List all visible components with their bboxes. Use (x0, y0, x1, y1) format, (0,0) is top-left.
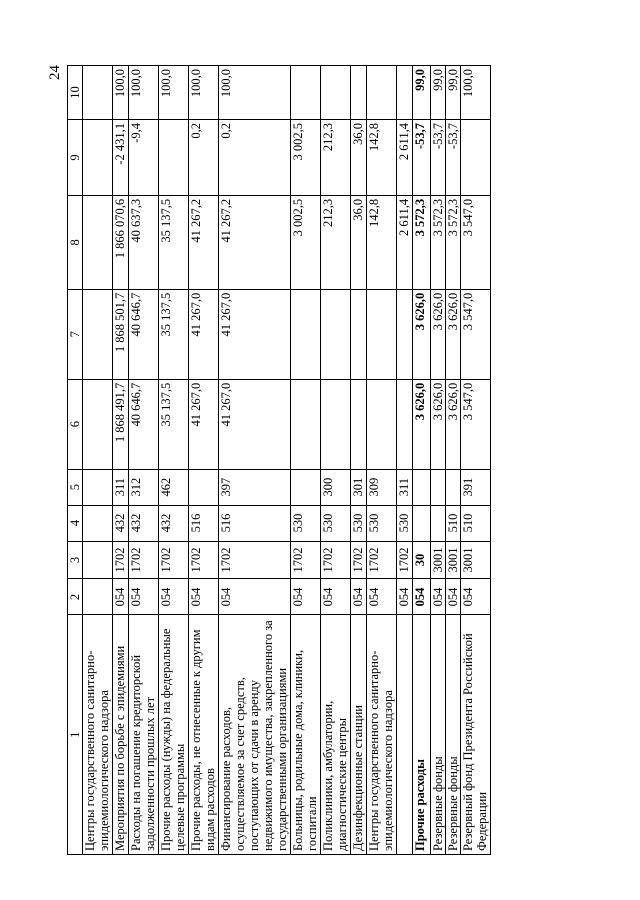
cell-c4: 510 (446, 505, 461, 541)
cell-c8: 212,3 (321, 195, 351, 289)
cell-c9: -53,7 (446, 120, 461, 196)
table-row (83, 66, 113, 855)
cell-c2: 054 (431, 579, 446, 615)
header-cell: 10 (68, 66, 83, 120)
row-label: Финансирование расходов, осуществляемое за счет средств, поступающих от сдачи в аренду недвижимого имущества, закрепленного за государственными организациями (219, 615, 291, 855)
cell-c2: 054 (446, 579, 461, 615)
cell-c10: 99,0 (431, 66, 446, 120)
cell-c7 (321, 289, 351, 379)
cell-c3: 1702 (159, 541, 189, 579)
cell-c10: 100,0 (113, 66, 129, 120)
header-cell: 5 (68, 469, 83, 505)
cell-c5: 391 (461, 469, 491, 505)
cell-c2: 054 (397, 579, 413, 615)
cell-c5: 311 (397, 469, 413, 505)
cell-c6 (83, 379, 113, 469)
row-label: Прочие расходы (413, 615, 431, 855)
cell-c3: 30 (413, 541, 431, 579)
cell-c7: 3 626,0 (431, 289, 446, 379)
header-row (68, 66, 83, 855)
cell-c3: 1702 (189, 541, 219, 579)
cell-c6: 3 626,0 (446, 379, 461, 469)
cell-c9: 0,2 (219, 120, 291, 196)
cell-c8: 142,8 (367, 195, 397, 289)
table-row (367, 66, 397, 855)
table-row (431, 66, 446, 855)
cell-c3: 1702 (351, 541, 367, 579)
budget-table (67, 65, 491, 855)
cell-c6 (291, 379, 321, 469)
page-number: 24 (47, 65, 63, 80)
cell-c10: 100,0 (129, 66, 159, 120)
cell-c3: 3001 (461, 541, 491, 579)
cell-c3: 3001 (446, 541, 461, 579)
cell-c2: 054 (321, 579, 351, 615)
cell-c10 (367, 66, 397, 120)
cell-c4: 510 (461, 505, 491, 541)
header-cell: 3 (68, 541, 83, 579)
cell-c3: 1702 (367, 541, 397, 579)
cell-c9 (461, 120, 491, 196)
row-label: Центры государственного санитарно-эпидемиологического надзора (83, 615, 113, 855)
row-label: Поликлиники, амбулатории, диагностические центры (321, 615, 351, 855)
cell-c2: 054 (113, 579, 129, 615)
cell-c6: 41 267,0 (189, 379, 219, 469)
cell-c4: 432 (113, 505, 129, 541)
cell-c7: 40 646,7 (129, 289, 159, 379)
cell-c7: 3 547,0 (461, 289, 491, 379)
header-cell: 7 (68, 289, 83, 379)
cell-c4: 530 (291, 505, 321, 541)
cell-c10: 100,0 (461, 66, 491, 120)
cell-c3: 1702 (321, 541, 351, 579)
header-cell: 1 (68, 615, 83, 855)
cell-c4 (431, 505, 446, 541)
cell-c6: 3 547,0 (461, 379, 491, 469)
cell-c9 (83, 120, 113, 196)
cell-c5 (446, 469, 461, 505)
header-cell: 9 (68, 120, 83, 196)
cell-c10 (291, 66, 321, 120)
cell-c5 (431, 469, 446, 505)
cell-c9: 2 611,4 (397, 120, 413, 196)
cell-c5: 462 (159, 469, 189, 505)
cell-c5 (189, 469, 219, 505)
cell-c9: -53,7 (413, 120, 431, 196)
row-label: Резервные фонды (431, 615, 446, 855)
cell-c4: 530 (397, 505, 413, 541)
cell-c4 (83, 505, 113, 541)
cell-c2: 054 (461, 579, 491, 615)
cell-c10: 99,0 (446, 66, 461, 120)
table-row (219, 66, 291, 855)
cell-c6 (321, 379, 351, 469)
cell-c6: 41 267,0 (219, 379, 291, 469)
row-label: Больницы, родильные дома, клиники, госпитали (291, 615, 321, 855)
cell-c9: 212,3 (321, 120, 351, 196)
cell-c8: 36,0 (351, 195, 367, 289)
cell-c8: 3 572,3 (431, 195, 446, 289)
cell-c5: 301 (351, 469, 367, 505)
cell-c6 (351, 379, 367, 469)
cell-c5: 312 (129, 469, 159, 505)
cell-c9: -2 431,1 (113, 120, 129, 196)
cell-c9: -9,4 (129, 120, 159, 196)
cell-c6: 3 626,0 (413, 379, 431, 469)
table-body (83, 66, 491, 855)
cell-c3 (83, 541, 113, 579)
cell-c10 (351, 66, 367, 120)
rotated-document-page (47, 65, 507, 855)
cell-c5: 311 (113, 469, 129, 505)
cell-c8: 3 002,5 (291, 195, 321, 289)
cell-c7: 1 868 501,7 (113, 289, 129, 379)
cell-c2: 054 (219, 579, 291, 615)
cell-c7 (367, 289, 397, 379)
cell-c9: -53,7 (431, 120, 446, 196)
row-label: Мероприятия по борьбе с эпидемиями (113, 615, 129, 855)
table-row (113, 66, 129, 855)
cell-c8: 40 637,3 (129, 195, 159, 289)
table-row (129, 66, 159, 855)
cell-c3: 1702 (291, 541, 321, 579)
cell-c4: 432 (129, 505, 159, 541)
cell-c2: 054 (413, 579, 431, 615)
cell-c10 (83, 66, 113, 120)
cell-c4: 516 (189, 505, 219, 541)
cell-c10 (397, 66, 413, 120)
cell-c6: 35 137,5 (159, 379, 189, 469)
row-label: Дезинфекционные станции (351, 615, 367, 855)
cell-c4: 516 (219, 505, 291, 541)
cell-c8: 1 866 070,6 (113, 195, 129, 289)
cell-c8: 2 611,4 (397, 195, 413, 289)
cell-c10: 100,0 (189, 66, 219, 120)
row-label: Прочие расходы (нужды) на федеральные целевые программы (159, 615, 189, 855)
cell-c3: 1702 (397, 541, 413, 579)
table-row (397, 66, 413, 855)
cell-c5 (413, 469, 431, 505)
cell-c10: 99,0 (413, 66, 431, 120)
cell-c4: 432 (159, 505, 189, 541)
cell-c5 (291, 469, 321, 505)
cell-c2 (83, 579, 113, 615)
cell-c3: 3001 (431, 541, 446, 579)
row-label: Расходы на погашение кредиторской задолженности прошлых лет (129, 615, 159, 855)
cell-c2: 054 (291, 579, 321, 615)
cell-c10: 100,0 (219, 66, 291, 120)
cell-c10 (321, 66, 351, 120)
cell-c3: 1702 (113, 541, 129, 579)
row-label: Резервные фонды (446, 615, 461, 855)
cell-c4: 530 (321, 505, 351, 541)
header-cell: 6 (68, 379, 83, 469)
cell-c4 (413, 505, 431, 541)
cell-c8: 3 572,3 (446, 195, 461, 289)
cell-c4: 530 (351, 505, 367, 541)
cell-c7: 41 267,0 (219, 289, 291, 379)
cell-c7: 3 626,0 (413, 289, 431, 379)
cell-c7 (397, 289, 413, 379)
cell-c8: 3 547,0 (461, 195, 491, 289)
cell-c2: 054 (189, 579, 219, 615)
cell-c6: 3 626,0 (431, 379, 446, 469)
table-row (461, 66, 491, 855)
table-row (351, 66, 367, 855)
row-label: Резервный фонд Президента Российской Федерации (461, 615, 491, 855)
cell-c8: 41 267,2 (189, 195, 219, 289)
cell-c7: 35 137,5 (159, 289, 189, 379)
cell-c9: 142,8 (367, 120, 397, 196)
cell-c5 (83, 469, 113, 505)
table-row (159, 66, 189, 855)
cell-c2: 054 (159, 579, 189, 615)
cell-c5: 309 (367, 469, 397, 505)
cell-c8: 41 267,2 (219, 195, 291, 289)
cell-c2: 054 (367, 579, 397, 615)
cell-c8 (83, 195, 113, 289)
row-label (397, 615, 413, 855)
table-row (189, 66, 219, 855)
cell-c2: 054 (351, 579, 367, 615)
cell-c6 (397, 379, 413, 469)
cell-c9: 3 002,5 (291, 120, 321, 196)
cell-c8: 35 137,5 (159, 195, 189, 289)
header-cell: 2 (68, 579, 83, 615)
cell-c7 (291, 289, 321, 379)
cell-c7: 41 267,0 (189, 289, 219, 379)
table-row (413, 66, 431, 855)
header-cell: 8 (68, 195, 83, 289)
cell-c2: 054 (129, 579, 159, 615)
cell-c10: 100,0 (159, 66, 189, 120)
row-label: Прочие расходы, не отнесенные к другим видам расходов (189, 615, 219, 855)
row-label: Центры государственного санитарно-эпидемиологического надзора (367, 615, 397, 855)
cell-c7: 3 626,0 (446, 289, 461, 379)
table-row (321, 66, 351, 855)
cell-c3: 1702 (219, 541, 291, 579)
cell-c9: 0,2 (189, 120, 219, 196)
cell-c8: 3 572,3 (413, 195, 431, 289)
cell-c5: 300 (321, 469, 351, 505)
cell-c3: 1702 (129, 541, 159, 579)
cell-c5: 397 (219, 469, 291, 505)
cell-c6: 1 868 491,7 (113, 379, 129, 469)
cell-c9: 36,0 (351, 120, 367, 196)
cell-c7 (351, 289, 367, 379)
cell-c7 (83, 289, 113, 379)
table-row (291, 66, 321, 855)
cell-c4: 530 (367, 505, 397, 541)
header-cell: 4 (68, 505, 83, 541)
cell-c6 (367, 379, 397, 469)
cell-c9 (159, 120, 189, 196)
cell-c6: 40 646,7 (129, 379, 159, 469)
table-row (446, 66, 461, 855)
